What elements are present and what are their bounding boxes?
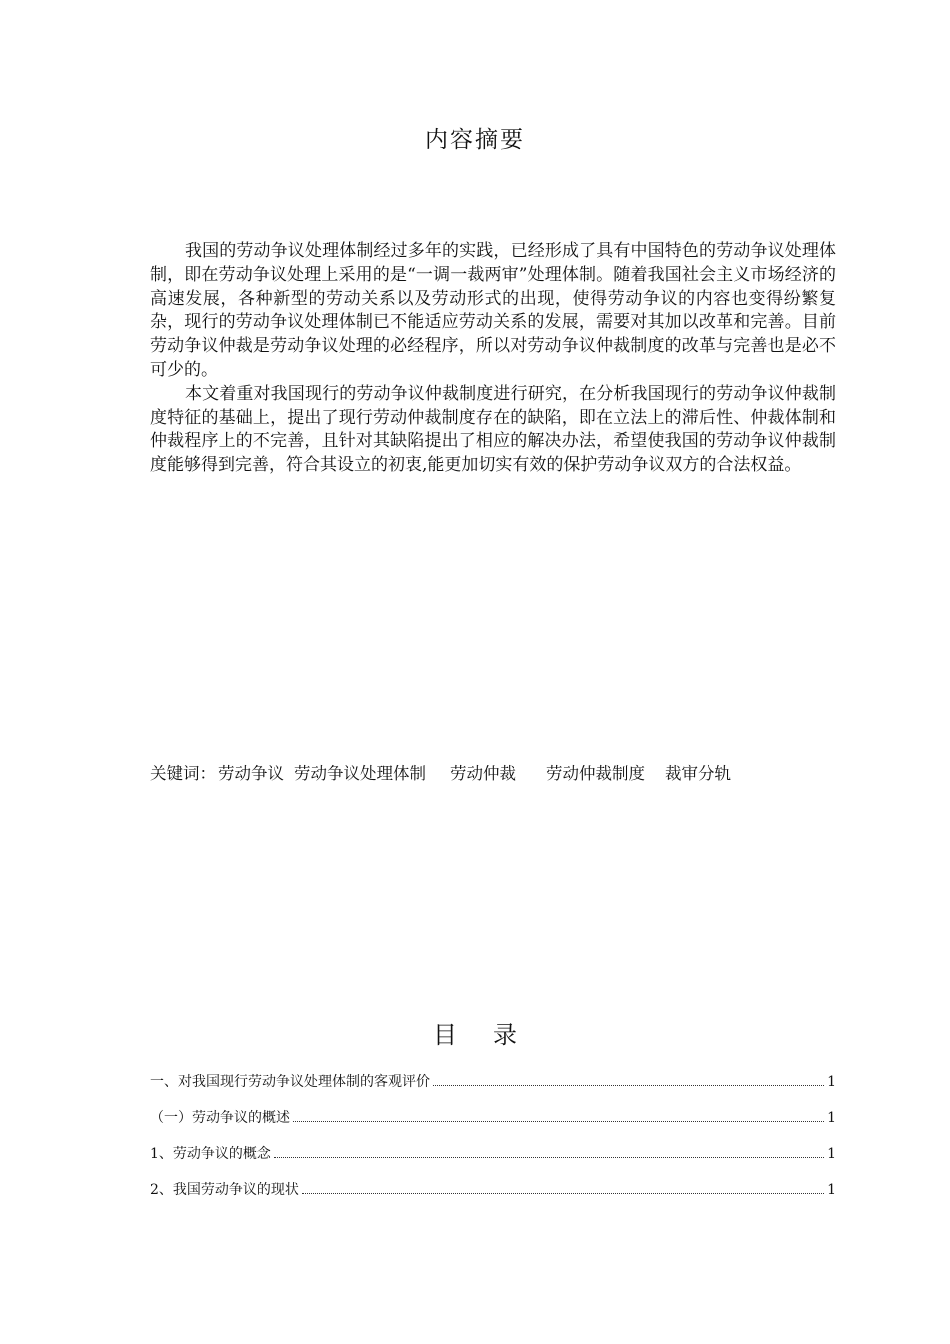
- toc-entry[interactable]: [150, 1142, 836, 1178]
- toc-entry[interactable]: [150, 1070, 836, 1106]
- toc-entry[interactable]: [150, 1106, 836, 1142]
- toc-page-number: 1: [827, 1110, 836, 1126]
- toc-entry-label: 一、对我国现行劳动争议处理体制的客观评价: [150, 1074, 430, 1090]
- toc-title: [0, 1018, 950, 1052]
- toc-page-number: 1: [827, 1074, 836, 1090]
- abstract-body: [150, 240, 836, 478]
- toc-page-number: 1: [827, 1146, 836, 1162]
- keywords-label: 关键词：: [150, 764, 216, 783]
- toc-title-char: 录: [493, 1021, 517, 1049]
- keyword: 裁审分轨: [665, 764, 731, 783]
- toc-entry[interactable]: [150, 1178, 836, 1214]
- toc-leader-dots: [302, 1192, 824, 1194]
- toc-title-char: 目: [433, 1021, 457, 1049]
- toc-entry-label: 1、劳动争议的概念: [150, 1146, 271, 1162]
- toc-leader-dots: [274, 1156, 824, 1158]
- toc-leader-dots: [293, 1120, 824, 1122]
- toc-list: [150, 1070, 836, 1214]
- keyword: 劳动争议: [218, 764, 284, 783]
- keyword: 劳动仲裁制度: [546, 764, 645, 783]
- toc-page-number: 1: [827, 1182, 836, 1198]
- abstract-title: 内容摘要: [425, 127, 525, 153]
- toc-entry-label: （一）劳动争议的概述: [150, 1110, 290, 1126]
- abstract-paragraph: 本文着重对我国现行的劳动争议仲裁制度进行研究，在分析我国现行的劳动争议仲裁制度特征的基础上，提出了现行劳动仲裁制度存在的缺陷，即在立法上的滞后性、仲裁体制和仲裁程序上的不完善，且针对其缺陷提出了相应的解决办法，希望使我国的劳动争议仲裁制度能够得到完善，符合其设立的初衷,能更加切实有效的保护劳动争议双方的合法权益。: [150, 383, 836, 476]
- toc-entry-label: 2、我国劳动争议的现状: [150, 1182, 299, 1198]
- keyword: 劳动争议处理体制: [294, 764, 426, 783]
- toc-leader-dots: [433, 1084, 824, 1086]
- keywords-line: [150, 762, 731, 786]
- abstract-paragraph: 我国的劳动争议处理体制经过多年的实践，已经形成了具有中国特色的劳动争议处理体制，即在劳动争议处理上采用的是“一调一裁两审”处理体制。随着我国社会主义市场经济的高速发展，各种新型的劳动关系以及劳动形式的出现，使得劳动争议的内容也变得纷繁复杂，现行的劳动争议处理体制已不能适应劳动关系的发展，需要对其加以改革和完善。目前劳动争议仲裁是劳动争议处理的必经程序，所以对劳动争议仲裁制度的改革与完善也是必不可少的。: [150, 241, 836, 380]
- keyword: 劳动仲裁: [450, 764, 516, 783]
